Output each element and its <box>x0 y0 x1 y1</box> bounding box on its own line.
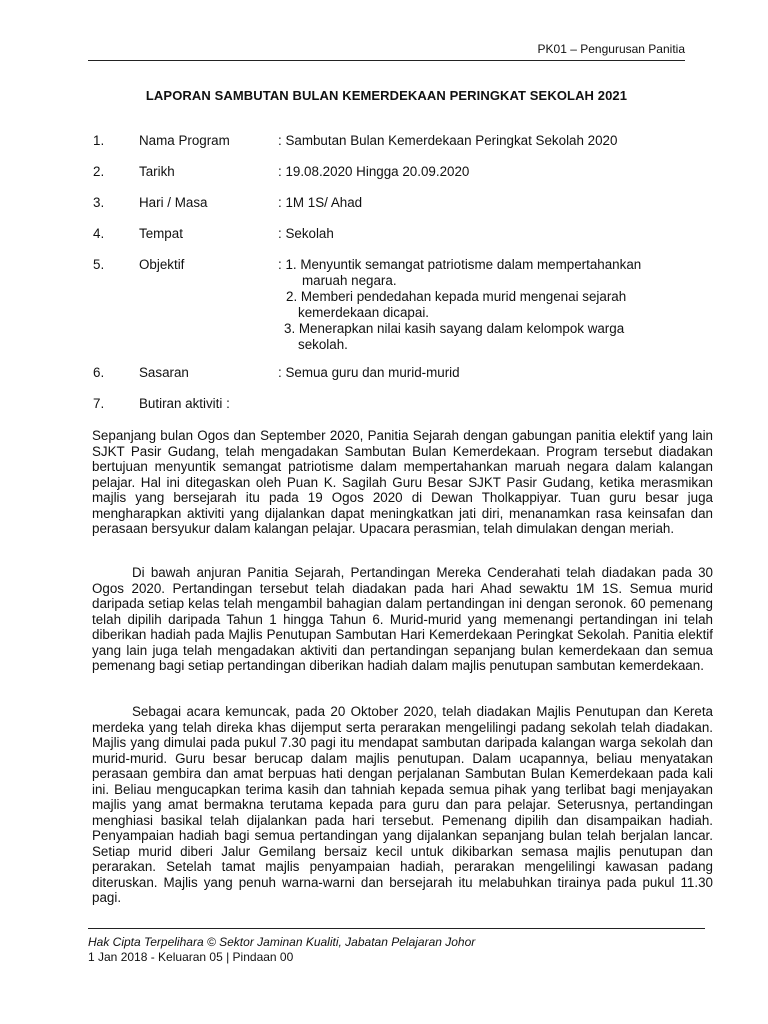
report-title: LAPORAN SAMBUTAN BULAN KEMERDEKAAN PERINGKAT SEKOLAH 2021 <box>145 88 628 103</box>
footer-copyright: Hak Cipta Terpelihara © Sektor Jaminan Kualiti, Jabatan Pelajaran Johor <box>88 935 476 949</box>
page-header <box>88 40 685 61</box>
item-value: : 1M 1S/ Ahad <box>278 195 363 210</box>
objective-2: 2. Memberi pendedahan kepada murid mengenai sejarah <box>286 289 627 304</box>
objective-3-cont: sekolah. <box>298 337 348 352</box>
item-label: Hari / Masa <box>139 195 208 210</box>
item-number: 7. <box>93 396 105 411</box>
paragraph-1: Sepanjang bulan Ogos dan September 2020, Panitia Sejarah dengan gabungan panitia elektif yang lain SJKT Pasir Gudang, telah mengadakan Sambutan Bulan Kemerdekaan. Program tersebut diadakan bertujuan menyuntik semangat patriotisme dalam mempertahankan maruah negara dalam kalangan pelajar. Hal ini ditegaskan oleh Puan K. Sagilah Guru Besar SJKT Pasir Gudang, ketika merasmikan majlis yang bersejarah itu pada 19 Ogos 2020 di Dewan Tholkappiyar. Tuan guru besar juga mengharapkan aktiviti yang dijalankan dapat meningkatkan jati diri, menanamkan rasa keinsafan dan perasaan bersyukur dalam kalangan pelajar. Upacara perasmian, telah dimulakan dengan meriah. <box>92 428 713 536</box>
item-number: 4. <box>93 226 105 241</box>
item-number: 3. <box>93 195 105 210</box>
item-label: Tempat <box>139 226 183 241</box>
item-number: 6. <box>93 365 105 380</box>
paragraph-2: Di bawah anjuran Panitia Sejarah, Pertandingan Mereka Cenderahati telah diadakan pada 30 Ogos 2020. Pertandingan tersebut telah diadakan pada hari Ahad sewaktu 1M 1S. Semua murid daripada setiap kelas telah mengambil bahagian dalam pertandingan ini dengan seronok. 60 pemenang telah dipilih daripada Tahun 1 hingga Tahun 6. Murid-murid yang memenangi pertandingan ini telah diberikan hadiah pada Majlis Penutupan Sambutan Hari Kemerdekaan Peringkat Sekolah. Panitia elektif yang lain juga telah mengadakan aktiviti dan pertandingan sepanjang bulan kemerdekaan dan semua pemenang bagi setiap pertandingan diberikan hadiah dalam majlis penutupan sambutan kemerdekaan. <box>92 565 713 673</box>
item-number: 1. <box>93 133 105 148</box>
item-number: 2. <box>93 164 105 179</box>
objective-1: : 1. Menyuntik semangat patriotisme dalam mempertahankan <box>278 257 642 272</box>
objectives-list <box>278 257 698 353</box>
item-label: Nama Program <box>139 133 230 148</box>
item-label: Tarikh <box>139 164 175 179</box>
objective-1-cont: maruah negara. <box>302 273 397 288</box>
header-text: PK01 – Pengurusan Panitia <box>537 42 685 56</box>
item-label: Objektif <box>139 257 185 272</box>
item-label: Butiran aktiviti : <box>139 396 230 411</box>
footer-version: 1 Jan 2018 - Keluaran 05 | Pindaan 00 <box>88 950 294 964</box>
item-label: Sasaran <box>139 365 189 380</box>
page-footer <box>88 928 705 965</box>
objective-2-cont: kemerdekaan dicapai. <box>298 305 430 320</box>
item-value: : 19.08.2020 Hingga 20.09.2020 <box>278 164 470 179</box>
paragraph-3: Sebagai acara kemuncak, pada 20 Oktober 2020, telah diadakan Majlis Penutupan dan Kereta merdeka yang telah direka khas dijemput serta perarakan mengelilingi padang sekolah telah diadakan. Majlis yang dimulai pada pukul 7.30 pagi itu mendapat sambutan daripada kalangan warga sekolah dan murid-murid. Guru besar berucap dalam majlis penutupan. Dalam ucapannya, beliau menyatakan perasaan gembira dan amat berpuas hati dengan perjalanan Sambutan Bulan Kemerdekaan pada kali ini. Beliau mengucapkan terima kasih dan tahniah kepada semua pihak yang terlibat bagi menjayakan majlis yang amat bermakna terutama kepada para guru dan para pelajar. Seterusnya, pertandingan menghiasi basikal telah dijalankan pada hari tersebut. Pemenang dipilih dan disampaikan hadiah. Penyampaian hadiah bagi semua pertandingan yang dijalankan sepanjang bulan telah berjalan lancar. Setiap murid diberi Jalur Gemilang bersaiz kecil untuk dikibarkan semasa majlis penutupan dan perarakan. Setelah tamat majlis penyampaian hadiah, perarakan mengelilingi kawasan padang diteruskan. Majlis yang penuh warna-warni dan bersejarah itu melabuhkan tirainya pada pukul 11.30 pagi. <box>92 704 713 905</box>
item-number: 5. <box>93 257 105 272</box>
item-value: : Semua guru dan murid-murid <box>278 365 460 380</box>
objective-3: 3. Menerapkan nilai kasih sayang dalam kelompok warga <box>284 321 625 336</box>
item-value: : Sambutan Bulan Kemerdekaan Peringkat Sekolah 2020 <box>278 133 618 148</box>
item-value: : Sekolah <box>278 226 334 241</box>
